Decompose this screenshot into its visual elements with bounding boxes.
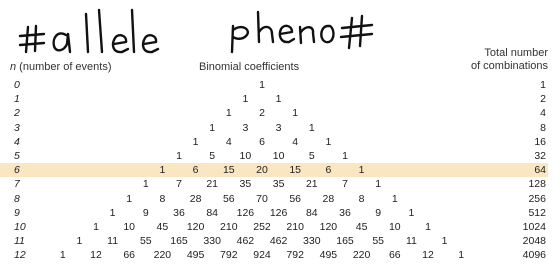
binomial-coefficient: 3: [275, 121, 282, 134]
triangle-row: [0, 150, 560, 163]
binomial-coefficient: 10: [272, 150, 285, 162]
triangle-row: [0, 93, 560, 106]
binomial-coefficient: 12: [90, 249, 102, 262]
row-total-combinations: 128: [528, 178, 546, 191]
binomial-coefficient: 56: [289, 192, 302, 205]
n-column-header-text: (number of events): [16, 61, 112, 73]
row-total-combinations: 32: [534, 150, 546, 162]
binomial-coefficient: 15: [289, 164, 302, 177]
binomial-coefficient: 210: [220, 221, 238, 233]
binomial-coefficient: 1: [342, 150, 348, 162]
binomial-coefficient: 6: [192, 164, 199, 177]
row-n-value: 10: [14, 221, 26, 233]
binomial-coefficient: 1: [126, 192, 133, 205]
row-n-value: 1: [14, 93, 20, 106]
row-total-combinations: 1024: [522, 221, 546, 233]
binomial-coefficient: 36: [173, 206, 185, 219]
binomial-coefficient: 126: [269, 206, 288, 219]
binomial-coefficient: 35: [239, 178, 252, 191]
coefficients-header: Binomial coefficients: [199, 61, 300, 73]
binomial-coefficient: 792: [286, 249, 304, 262]
binomial-coefficient: 792: [220, 249, 238, 262]
binomial-coefficient: 12: [422, 249, 434, 262]
triangle-row: [0, 107, 560, 120]
triangle-row: [0, 122, 560, 135]
binomial-coefficient: 6: [259, 135, 265, 148]
row-total-combinations: 256: [528, 192, 546, 205]
binomial-coefficient: 55: [372, 235, 385, 248]
row-total-combinations: 4: [540, 107, 546, 120]
binomial-coefficient: 1: [391, 192, 398, 205]
row-n-value: 7: [14, 178, 20, 191]
row-total-combinations: 512: [528, 206, 546, 219]
row-n-value: 0: [14, 79, 20, 91]
binomial-coefficient: 1: [275, 93, 282, 106]
binomial-coefficient: 70: [256, 192, 268, 205]
binomial-coefficient: 20: [256, 164, 268, 177]
binomial-coefficient: 9: [375, 206, 382, 219]
row-total-combinations: 2048: [522, 235, 546, 248]
binomial-coefficient: 1: [242, 93, 249, 106]
binomial-coefficient: 21: [305, 178, 318, 191]
binomial-coefficient: 7: [176, 178, 182, 191]
binomial-coefficient: 1: [308, 121, 315, 134]
binomial-coefficient: 1: [76, 235, 83, 248]
triangle-row: [0, 178, 560, 191]
binomial-coefficient: 252: [253, 221, 271, 233]
binomial-coefficient: 462: [269, 235, 288, 248]
binomial-coefficient: 1: [375, 178, 382, 191]
triangle-row: [0, 164, 560, 177]
binomial-coefficient: 3: [242, 121, 249, 134]
binomial-coefficient: 1: [159, 164, 166, 177]
binomial-coefficient: 495: [186, 249, 205, 262]
binomial-coefficient: 165: [336, 235, 354, 248]
row-total-combinations: 16: [534, 135, 546, 148]
binomial-coefficient: 1: [408, 206, 415, 219]
binomial-coefficient: 8: [159, 192, 166, 205]
row-n-value: 11: [14, 235, 25, 248]
binomial-coefficient: 1: [441, 235, 448, 248]
triangle-row: [0, 136, 560, 149]
binomial-coefficient: 210: [286, 221, 304, 233]
binomial-coefficient: 6: [325, 164, 332, 177]
binomial-coefficient: 1: [142, 178, 149, 191]
total-combinations-header: [471, 47, 548, 73]
binomial-coefficient: 84: [206, 206, 219, 219]
binomial-coefficient: 7: [342, 178, 348, 191]
row-n-value: 3: [14, 121, 20, 134]
total-header-line-2: of combinations: [470, 60, 548, 72]
triangle-row: [0, 235, 560, 248]
binomial-coefficient: 1: [176, 150, 182, 162]
binomial-coefficient: 66: [388, 249, 401, 262]
triangle-row: [0, 207, 560, 220]
row-n-value: 6: [14, 164, 20, 177]
binomial-coefficient: 462: [236, 235, 255, 248]
binomial-coefficient: 220: [352, 249, 371, 262]
binomial-coefficient: 330: [203, 235, 221, 248]
binomial-coefficient: 1: [458, 249, 465, 262]
binomial-coefficient: 35: [272, 178, 285, 191]
binomial-coefficient: 165: [170, 235, 188, 248]
binomial-coefficient: 1: [59, 249, 66, 262]
binomial-coefficient: 11: [107, 235, 119, 248]
binomial-coefficient: 8: [358, 192, 365, 205]
binomial-coefficient: 1: [225, 107, 232, 120]
binomial-coefficient: 1: [425, 221, 431, 233]
binomial-coefficient: 1: [209, 121, 216, 134]
total-header-line-1: Total number: [484, 47, 548, 59]
binomial-coefficient: 1: [109, 206, 116, 219]
binomial-coefficient: 1: [192, 135, 199, 148]
binomial-coefficient: 126: [236, 206, 255, 219]
binomial-coefficient: 10: [123, 221, 136, 233]
binomial-coefficient: 1: [259, 79, 265, 91]
binomial-coefficient: 9: [142, 206, 149, 219]
binomial-coefficient: 4: [225, 135, 232, 148]
triangle-row: [0, 221, 560, 234]
binomial-coefficient: 1: [93, 221, 99, 233]
n-variable: n: [10, 61, 17, 73]
binomial-coefficient: 2: [259, 107, 265, 120]
row-n-value: 12: [14, 249, 26, 262]
binomial-coefficient: 36: [339, 206, 351, 219]
binomial-coefficient: 21: [206, 178, 219, 191]
triangle-row: [0, 249, 560, 262]
binomial-coefficient: 84: [305, 206, 318, 219]
binomial-coefficient: 10: [239, 150, 252, 162]
triangle-row: [0, 193, 560, 206]
binomial-coefficient: 924: [253, 249, 271, 262]
binomial-coefficient: 15: [222, 164, 235, 177]
binomial-coefficient: 1: [358, 164, 365, 177]
binomial-coefficient: 1: [292, 107, 299, 120]
binomial-coefficient: 10: [388, 221, 401, 233]
binomial-coefficient: 45: [355, 221, 368, 233]
row-total-combinations: 2: [540, 93, 546, 106]
binomial-coefficient: 66: [123, 249, 136, 262]
row-total-combinations: 4096: [522, 249, 546, 262]
binomial-coefficient: 55: [139, 235, 152, 248]
binomial-coefficient: 28: [189, 192, 202, 205]
n-column-header: [10, 61, 112, 73]
row-n-value: 9: [14, 206, 20, 219]
binomial-coefficient: 28: [322, 192, 335, 205]
binomial-coefficient: 120: [319, 221, 338, 233]
binomial-coefficient: 4: [292, 135, 299, 148]
binomial-coefficient: 120: [186, 221, 205, 233]
binomial-coefficient: 220: [153, 249, 172, 262]
row-n-value: 2: [14, 107, 20, 120]
binomial-coefficient: 11: [405, 235, 417, 248]
row-n-value: 5: [14, 150, 20, 162]
triangle-row: [0, 79, 560, 92]
row-total-combinations: 1: [540, 79, 546, 91]
row-n-value: 4: [14, 135, 20, 148]
binomial-coefficient: 1: [325, 135, 332, 148]
row-total-combinations: 8: [540, 121, 546, 134]
binomial-coefficient: 5: [308, 150, 315, 162]
binomial-coefficient: 56: [222, 192, 235, 205]
binomial-coefficient: 495: [319, 249, 338, 262]
binomial-coefficient: 330: [303, 235, 321, 248]
row-n-value: 8: [14, 192, 20, 205]
binomial-coefficient: 5: [209, 150, 216, 162]
binomial-coefficient: 45: [156, 221, 169, 233]
row-total-combinations: 64: [534, 164, 546, 177]
